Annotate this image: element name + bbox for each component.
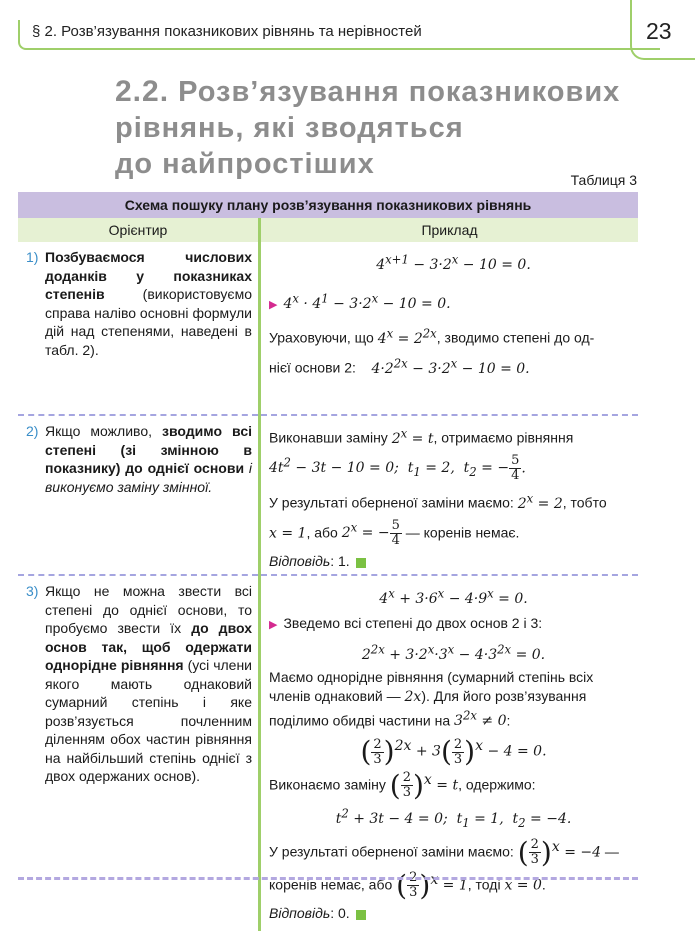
orientir-3-bold: до двох основ так, щоб одержати однорідне рівняння xyxy=(45,620,252,674)
column-header-orientir: Орієнтир xyxy=(18,218,260,242)
example-3-eq4: $t^2 + 3t - 4 = 0$; $t_1 = 1$, $t_2 = -4$. xyxy=(335,806,572,830)
table-caption: Таблиця 3 xyxy=(570,172,637,188)
example-3-text2: Маємо однорідне рівняння (сумарний степінь всіх членів однаковий — 2x). Для його розв’язування поділимо обидві частини на $3^{2x} \ne 0$: xyxy=(269,668,594,730)
orientir-2-text: Якщо можливо, xyxy=(45,423,163,439)
example-1-text: Ураховуючи, що $4^x = 2^{2x}$, зводимо степені до од- xyxy=(269,326,595,347)
bottom-divider xyxy=(18,877,638,880)
example-3-eq2: $2^{2x} + 3\cdot 2^x\cdot 3^x - 4\cdot 3^{2x} = 0$. xyxy=(361,641,546,663)
end-of-solution-icon xyxy=(356,910,366,920)
orientir-3 xyxy=(18,576,258,792)
page-number-box xyxy=(630,0,695,60)
title-line1: Розв’язування показникових xyxy=(178,76,621,108)
example-3-text1: ▶ Зведемо всі степені до двох основ 2 і 3: xyxy=(269,614,543,631)
orientir-1-text: (використовуємо справа наліво основні формули дій над степенями, наведені в табл. 2). xyxy=(45,286,252,358)
orientir-2-bold: зводимо всі степені (зі змінною в показнику) до однієї основи xyxy=(45,423,252,476)
orientir-3-text2: (усі члени якого мають однаковий сумарний степінь і яке розв’язується почленним діленням обох частин рівняння на найбільший степінь однієї з двох одержаних основ). xyxy=(45,657,252,785)
column-header-example: Приклад xyxy=(260,218,639,242)
example-3-eq1: $4^x + 3\cdot 6^x - 4\cdot 9^x = 0$. xyxy=(379,586,528,607)
example-1-eq2: ▶ $4^x \cdot 4^1 - 3\cdot 2^x - 10 = 0$. xyxy=(269,291,451,313)
end-of-solution-icon xyxy=(356,558,366,568)
example-2-text2: У результаті оберненої заміни маємо: $2^x = 2$, тобто xyxy=(269,491,607,512)
orientir-2-italic: і виконуємо заміну змінної. xyxy=(45,460,252,495)
item-number: 1) xyxy=(26,249,39,265)
example-2-answer: Відповідь: 1. xyxy=(269,550,638,572)
item-number: 2) xyxy=(26,423,39,439)
orientir-1 xyxy=(18,242,258,365)
triangle-marker-icon: ▶ xyxy=(269,299,278,312)
item-number: 3) xyxy=(26,583,39,600)
table-heading: Схема пошуку плану розв’язування показникових рівнянь xyxy=(18,192,638,218)
example-1 xyxy=(260,242,639,415)
scheme-table xyxy=(18,192,638,931)
example-3-text5: коренів немає, або ( $\frac{2}{3}$ )$^x$ = 1, тоді x = 0. xyxy=(269,868,546,902)
example-3-text3: Виконаємо заміну ( $\frac{2}{3}$ )$^x$ = t, одержимо: xyxy=(269,768,536,802)
orientir-2 xyxy=(18,416,258,502)
page-title xyxy=(115,74,655,182)
orientir-3-text: Якщо не можна звести всі степені до однієї основи, то пробуємо звести їх xyxy=(45,583,252,637)
title-line2: рівнянь, які зводяться xyxy=(115,112,464,144)
example-3-answer: Відповідь: 0. xyxy=(269,902,638,924)
example-3-eq3: ( $\frac{2}{3}$ )$^{2x}$ + 3( $\frac{2}{3}$ )$^x$ − 4 = 0. xyxy=(360,735,547,769)
running-header xyxy=(18,20,660,50)
title-line3: до найпростіших xyxy=(115,148,375,180)
example-1-eq1: $4^{x+1} - 3\cdot 2^x - 10 = 0$. xyxy=(376,252,531,273)
page-number: 23 xyxy=(646,18,672,44)
example-2-eq1: $4t^2 - 3t - 10 = 0$; $t_1 = 2$, $t_2$ = − $\frac{5}{4}$ . xyxy=(269,453,526,484)
title-number: 2.2. xyxy=(115,75,170,108)
example-2-text1: Виконавши заміну $2^x = t$, отримаємо рівняння xyxy=(269,426,574,447)
triangle-marker-icon: ▶ xyxy=(269,618,278,631)
table-row xyxy=(18,416,638,575)
orientir-1-bold: Позбуваємося числових доданків у показниках степенів xyxy=(45,249,252,302)
example-2 xyxy=(260,416,639,575)
example-2-text3: x = 1, або $2^x$ = − $\frac{5}{4}$ — коренів немає. xyxy=(269,518,520,549)
table-row xyxy=(18,242,638,415)
example-3-text4: У результаті оберненої заміни маємо: ( $\frac{2}{3}$ )$^x$ = −4 — xyxy=(269,835,619,869)
example-1-text-cont: нієї основи 2: $4\cdot 2^{2x} - 3\cdot 2^x - 10 = 0$. xyxy=(269,355,530,377)
section-title: § 2. Розв’язування показникових рівнянь та нерівностей xyxy=(32,23,422,40)
